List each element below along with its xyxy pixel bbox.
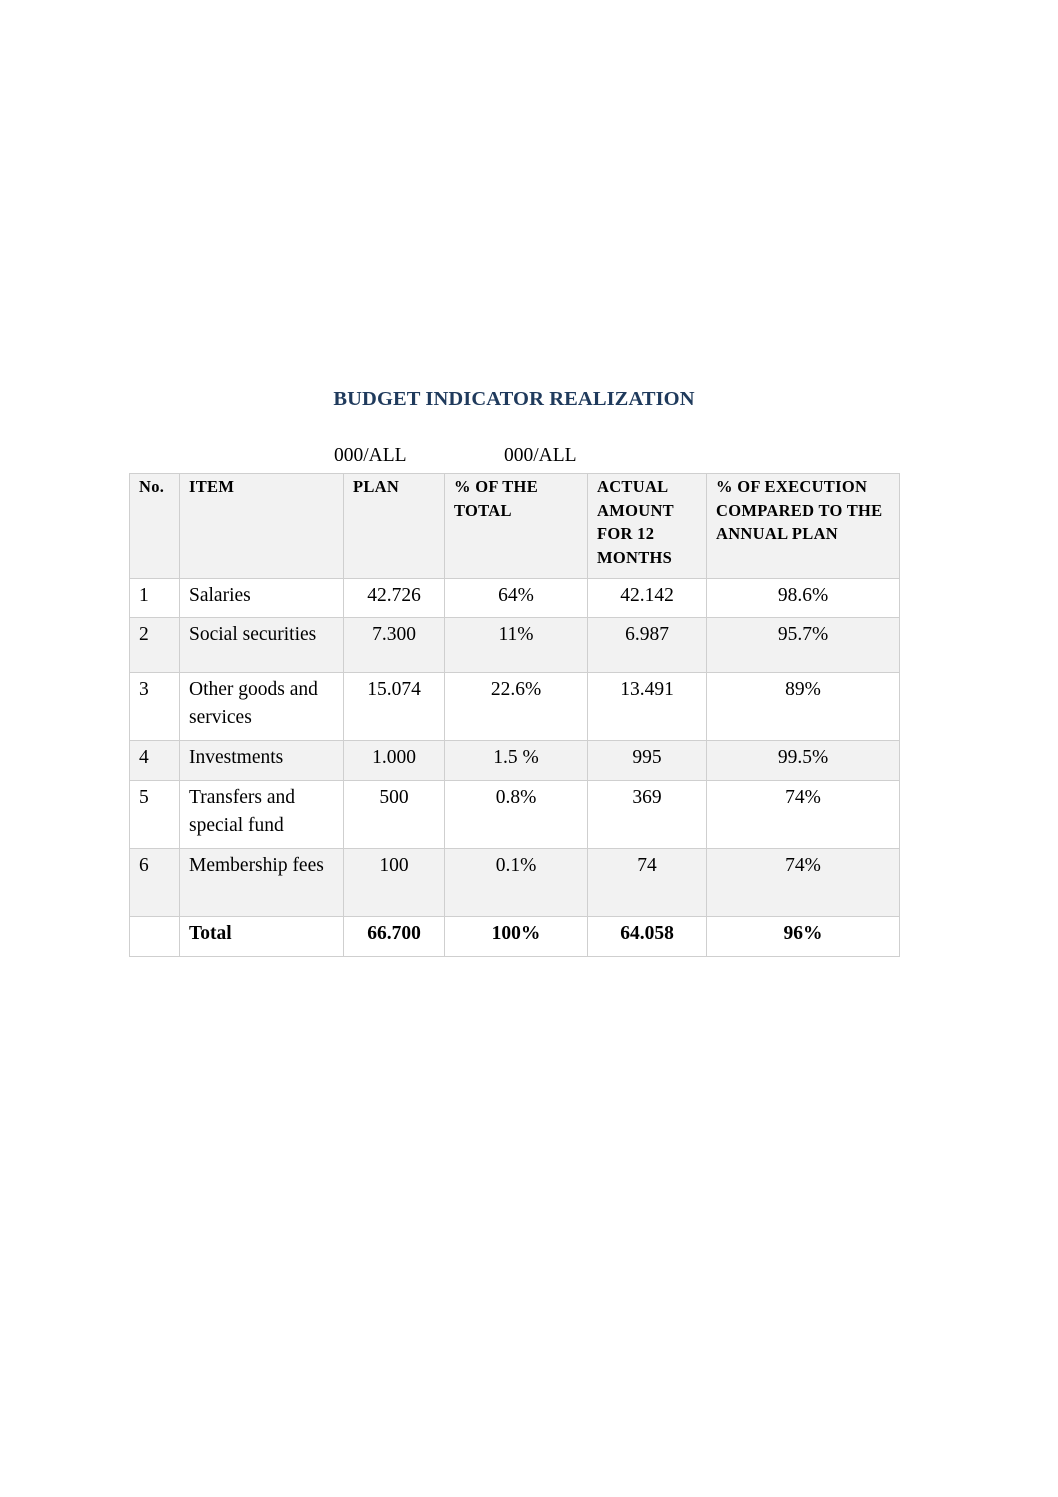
table-row [130, 849, 900, 917]
row-pct-exec: 74% [707, 849, 900, 917]
row-pct-exec: 95.7% [707, 618, 900, 673]
row-plan: 500 [344, 781, 445, 849]
actual-unit-label: 000/ALL [504, 445, 577, 466]
row-pct-exec: 98.6% [707, 579, 900, 618]
table-row [130, 673, 900, 741]
table-row [130, 741, 900, 781]
row-item: Investments [180, 741, 344, 781]
row-no: 1 [130, 579, 180, 618]
row-item: Other goods and services [180, 673, 344, 741]
row-pct-exec: 74% [707, 781, 900, 849]
total-row [130, 917, 900, 957]
row-pct-total: 11% [445, 618, 588, 673]
header-actual: ACTUAL AMOUNT FOR 12 MONTHS [588, 474, 707, 579]
row-pct-total: 1.5 % [445, 741, 588, 781]
header-plan: PLAN [344, 474, 445, 579]
row-no: 3 [130, 673, 180, 741]
row-actual: 369 [588, 781, 707, 849]
total-actual: 64.058 [588, 917, 707, 957]
row-pct-exec: 99.5% [707, 741, 900, 781]
document-title: BUDGET INDICATOR REALIZATION [333, 388, 695, 410]
row-actual: 42.142 [588, 579, 707, 618]
row-pct-total: 22.6% [445, 673, 588, 741]
row-item: Social securities [180, 618, 344, 673]
plan-unit-label: 000/ALL [334, 445, 407, 466]
row-item: Salaries [180, 579, 344, 618]
row-plan: 7.300 [344, 618, 445, 673]
table-row [130, 618, 900, 673]
table-header-row [130, 474, 900, 579]
row-no: 6 [130, 849, 180, 917]
row-no: 5 [130, 781, 180, 849]
total-no [130, 917, 180, 957]
row-no: 4 [130, 741, 180, 781]
row-actual: 74 [588, 849, 707, 917]
total-plan: 66.700 [344, 917, 445, 957]
total-item: Total [180, 917, 344, 957]
header-item: ITEM [180, 474, 344, 579]
total-pct-total: 100% [445, 917, 588, 957]
row-no: 2 [130, 618, 180, 673]
table-row [130, 579, 900, 618]
row-actual: 995 [588, 741, 707, 781]
row-plan: 15.074 [344, 673, 445, 741]
row-item: Membership fees [180, 849, 344, 917]
row-plan: 100 [344, 849, 445, 917]
total-pct-exec: 96% [707, 917, 900, 957]
row-actual: 13.491 [588, 673, 707, 741]
row-pct-exec: 89% [707, 673, 900, 741]
row-pct-total: 0.1% [445, 849, 588, 917]
row-pct-total: 64% [445, 579, 588, 618]
row-item: Transfers and special fund [180, 781, 344, 849]
header-no: No. [130, 474, 180, 579]
header-pct-exec: % OF EXECUTION COMPARED TO THE ANNUAL PLAN [707, 474, 900, 579]
row-actual: 6.987 [588, 618, 707, 673]
budget-table [129, 473, 900, 957]
row-pct-total: 0.8% [445, 781, 588, 849]
table-row [130, 781, 900, 849]
row-plan: 1.000 [344, 741, 445, 781]
header-pct-total: % OF THE TOTAL [445, 474, 588, 579]
row-plan: 42.726 [344, 579, 445, 618]
